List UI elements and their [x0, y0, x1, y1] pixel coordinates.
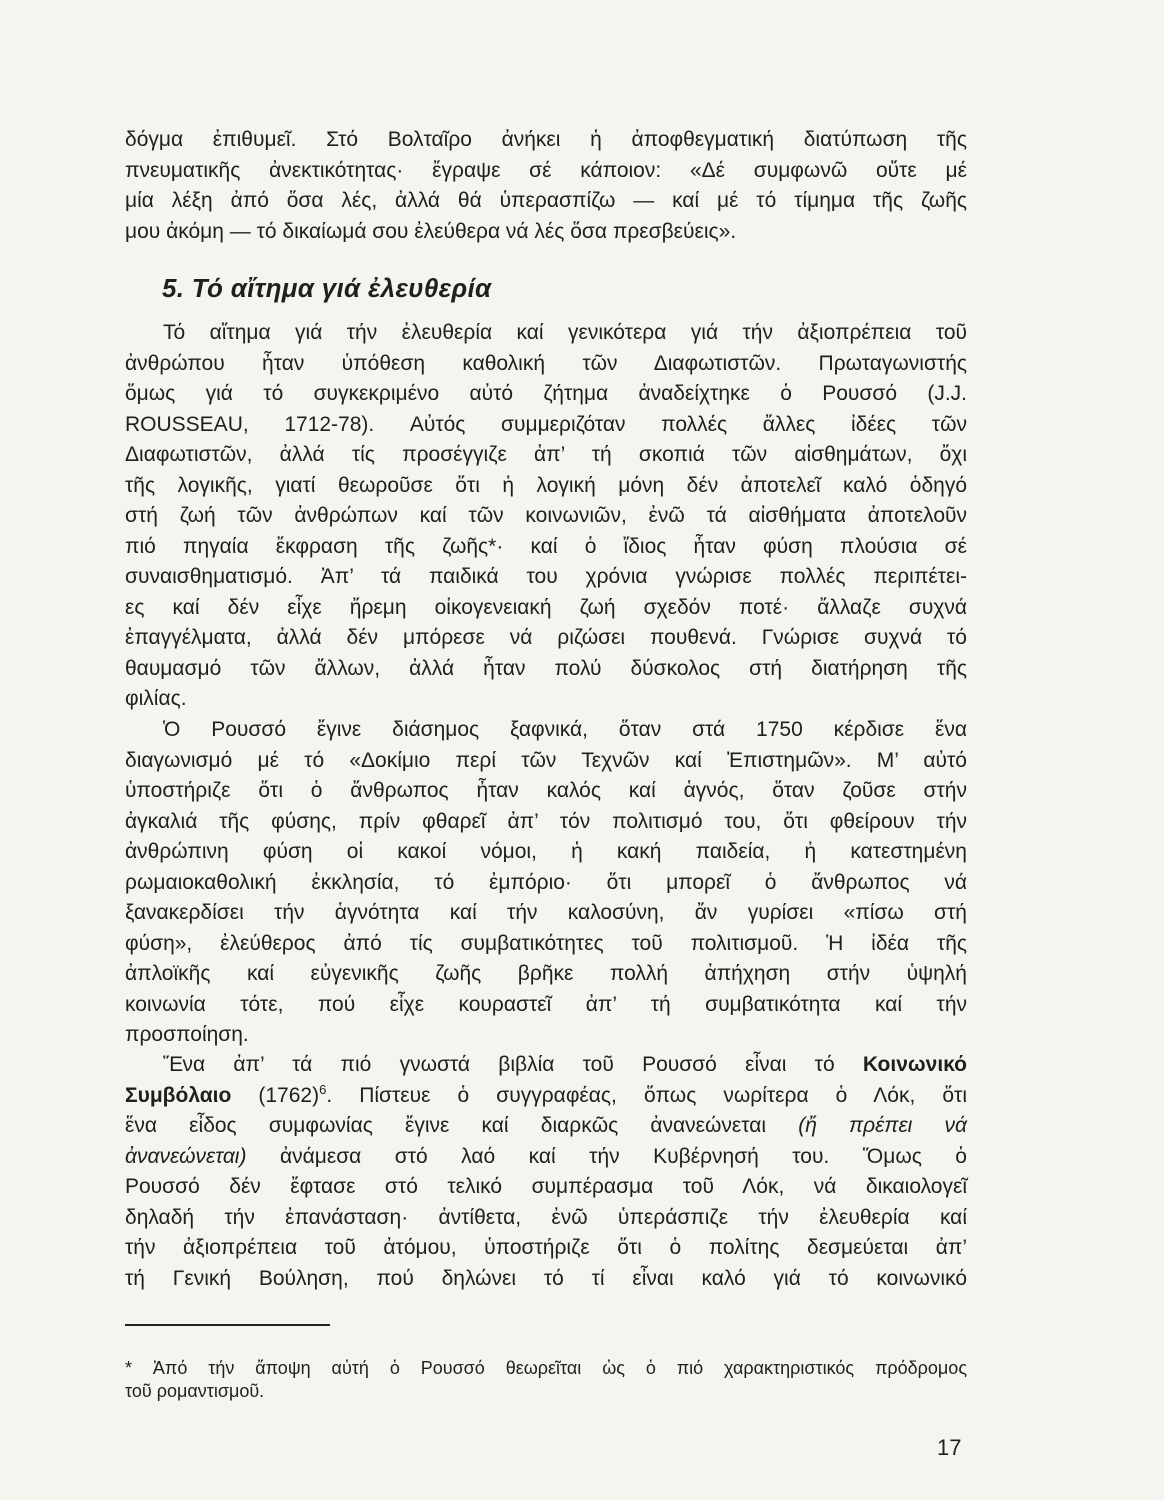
- footnote-reference: 6: [319, 1081, 327, 1097]
- text-line: διαγωνισμό μέ τό «Δοκίμιο περί τῶν Τεχνῶν καί Ἐπιστημῶν». Μ’ αὐτό: [125, 748, 967, 772]
- text-line: φιλίας.: [125, 687, 187, 710]
- text-line: [125, 1142, 967, 1173]
- section-heading: 5. Τό αἴτημα γιά ἐλευθερία: [162, 273, 492, 303]
- footnote-line: τοῦ ρομαντισμοῦ.: [125, 1381, 265, 1401]
- text-segment: ἕνα εἶδος συμφωνίας ἔγινε καί διαρκῶς ἀνανεώνεται: [125, 1114, 799, 1137]
- text-segment: . Πίστευε ὁ συγγραφέας, ὅπως νωρίτερα ὁ Λόκ, ὅτι: [326, 1083, 967, 1107]
- text-line: πνευματικῆς ἀνεκτικότητας· ἔγραψε σέ κάποιον: «Δέ συμφωνῶ οὔτε μέ: [125, 158, 967, 182]
- text-line: μου ἀκόμη — τό δικαίωμά σου ἐλεύθερα νά λές ὅσα πρεσβεύεις».: [125, 219, 737, 243]
- text-segment: (1762): [231, 1083, 320, 1107]
- text-line: [125, 1081, 967, 1112]
- book-title-bold: Συμβόλαιο: [125, 1083, 232, 1107]
- text-line: ἐπαγγέλματα, ἀλλά δέν μπόρεσε νά ριζώσει πουθενά. Γνώρισε συχνά τό: [125, 626, 967, 649]
- text-line: συναισθηματισμό. Ἀπ’ τά παιδικά του χρόνια γνώρισε πολλές περιπέτει-: [125, 565, 967, 588]
- footnote-line: * Ἀπό τήν ἄποψη αὐτή ὁ Ρουσσό θεωρεῖται ὡς ὁ πιό χαρακτηριστικός πρόδρομος: [125, 1358, 967, 1378]
- continued-paragraph: [125, 125, 967, 247]
- text-line: ξανακερδίσει τήν ἁγνότητα καί τήν καλοσύνη, ἄν γυρίσει «πίσω στή: [125, 901, 967, 924]
- italic-segment: ἀνανεώνεται): [125, 1144, 247, 1168]
- text-line: ρωμαιοκαθολική ἐκκλησία, τό ἐμπόριο· ὅτι μπορεῖ ὁ ἄνθρωπος νά: [125, 870, 967, 894]
- text-line: ROUSSEAU, 1712-78). Αὐτός συμμεριζόταν πολλές ἄλλες ἰδέες τῶν: [125, 412, 967, 436]
- text-line: Ὁ Ρουσσό ἔγινε διάσημος ξαφνικά, ὅταν στά 1750 κέρδισε ἕνα: [163, 718, 967, 741]
- book-title-bold: Κοινωνικό: [862, 1053, 967, 1076]
- paragraph: [125, 318, 967, 715]
- text-line: [125, 1111, 967, 1142]
- text-line: [125, 1050, 967, 1081]
- paragraph: [125, 715, 967, 1051]
- text-line: ἀγκαλιά τῆς φύσης, πρίν φθαρεῖ ἀπ’ τόν πολιτισμό του, ὅτι φθείρουν τήν: [125, 809, 967, 833]
- text-line: ἀπλοϊκῆς καί εὐγενικῆς ζωῆς βρῆκε πολλή ἀπήχηση στήν ὑψηλή: [125, 962, 967, 985]
- text-line: τήν ἀξιοπρέπεια τοῦ ἀτόμου, ὑποστήριζε ὅτι ὁ πολίτης δεσμεύεται ἀπ’: [125, 1236, 967, 1259]
- text-line: δηλαδή τήν ἐπανάσταση· ἀντίθετα, ἐνῶ ὑπεράσπιζε τήν ἐλευθερία καί: [125, 1205, 967, 1229]
- text-line: φύση», ἐλεύθερος ἀπό τίς συμβατικότητες τοῦ πολιτισμοῦ. Ἡ ἰδέα τῆς: [125, 931, 967, 955]
- text-line: τή Γενική Βούληση, πού δηλώνει τό τί εἶναι καλό γιά τό κοινωνικό: [125, 1266, 967, 1290]
- page-number: 17: [937, 1435, 962, 1460]
- text-line: ἀνθρώπινη φύση οἱ κακοί νόμοι, ἡ κακή παιδεία, ἡ κατεστημένη: [125, 840, 967, 863]
- text-line: ὑποστήριζε ὅτι ὁ ἄνθρωπος ἦταν καλός καί ἁγνός, ὅταν ζοῦσε στήν: [125, 779, 967, 802]
- text-line: Ρουσσό δέν ἔφτασε στό τελικό συμπέρασμα τοῦ Λόκ, νά δικαιολογεῖ: [125, 1175, 967, 1198]
- footnote-separator: [125, 1324, 330, 1326]
- text-segment: ἀνάμεσα στό λαό καί τήν Κυβέρνησή του. Ὅμως ὁ: [246, 1144, 967, 1168]
- text-line: μία λέξη ἀπό ὅσα λές, ἀλλά θά ὑπερασπίζω — καί μέ τό τίμημα τῆς ζωῆς: [125, 189, 967, 212]
- text-line: στή ζωή τῶν ἀνθρώπων καί τῶν κοινωνιῶν, ἐνῶ τά αἰσθήματα ἀποτελοῦν: [125, 504, 967, 527]
- text-line: Τό αἴτημα γιά τήν ἐλευθερία καί γενικότερα γιά τήν ἀξιοπρέπεια τοῦ: [163, 321, 967, 344]
- text-line: δόγμα ἐπιθυμεῖ. Στό Βολταῖρο ἀνήκει ἡ ἀποφθεγματική διατύπωση τῆς: [125, 128, 967, 151]
- text-line: ἀνθρώπου ἦταν ὑπόθεση καθολική τῶν Διαφωτιστῶν. Πρωταγωνιστής: [125, 351, 967, 375]
- text-line: ες καί δέν εἶχε ἤρεμη οἰκογενειακή ζωή σχεδόν ποτέ· ἄλλαζε συχνά: [125, 595, 967, 619]
- text-line: ὅμως γιά τό συγκεκριμένο αὐτό ζήτημα ἀναδείχτηκε ὁ Ρουσσό (J.J.: [125, 382, 967, 405]
- italic-segment: (ἤ πρέπει νά: [798, 1114, 967, 1137]
- paragraph: [125, 1050, 967, 1294]
- text-line: κοινωνία τότε, πού εἶχε κουραστεῖ ἀπ’ τή συμβατικότητα καί τήν: [125, 992, 967, 1016]
- text-segment: Ἕνα ἀπ’ τά πιό γνωστά βιβλία τοῦ Ρουσσό εἶναι τό: [163, 1053, 863, 1076]
- text-line: προσποίηση.: [125, 1023, 249, 1046]
- text-line: πιό πηγαία ἔκφραση τῆς ζωῆς*· καί ὁ ἴδιος ἦταν φύση πλούσια σέ: [125, 534, 967, 558]
- text-line: Διαφωτιστῶν, ἀλλά τίς προσέγγιζε ἀπ’ τή σκοπιά τῶν αἰσθημάτων, ὄχι: [125, 443, 967, 466]
- text-line: τῆς λογικῆς, γιατί θεωροῦσε ὅτι ἡ λογική μόνη δέν ἀποτελεῖ καλό ὁδηγό: [125, 473, 967, 497]
- footnote: [125, 1357, 967, 1403]
- text-line: θαυμασμό τῶν ἄλλων, ἀλλά ἦταν πολύ δύσκολος στή διατήρηση τῆς: [125, 656, 967, 680]
